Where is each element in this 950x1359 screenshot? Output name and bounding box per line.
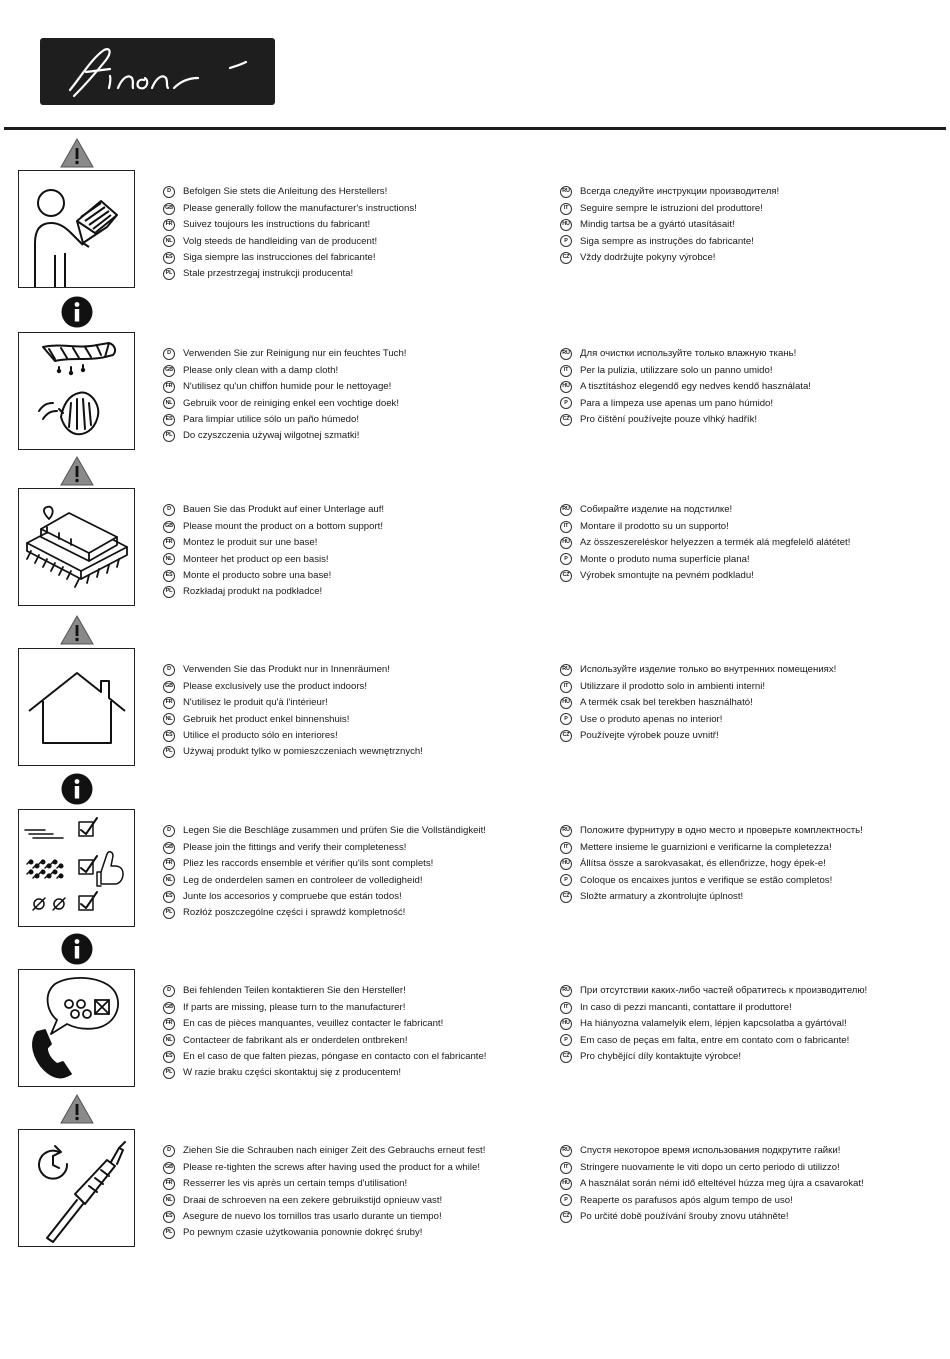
instruction-line xyxy=(163,584,558,600)
language-code-badge: D xyxy=(163,348,175,360)
instruction-line xyxy=(163,250,558,266)
instruction-text: Please mount the product on a bottom support! xyxy=(183,520,383,532)
instruction-text: Verwenden Sie das Produkt nur in Innenräumen! xyxy=(183,664,390,676)
instruction-text: Utilice el producto sólo en interiores! xyxy=(183,729,338,741)
instruction-text: Vždy dodržujte pokyny výrobce! xyxy=(580,251,716,263)
instruction-line xyxy=(163,217,558,233)
text-column-left xyxy=(163,823,558,921)
instruction-text: A használat során némi idő elteltével húzza meg újra a csavarokat! xyxy=(580,1178,864,1190)
instruction-text: N'utilisez le produit qu'à l'intérieur! xyxy=(183,697,328,709)
instruction-text: Siga sempre as instruções do fabricante! xyxy=(580,235,754,247)
instruction-line xyxy=(163,1032,558,1048)
text-column-right xyxy=(560,502,948,584)
instruction-text: Mettere insieme le guarnizioni e verificarne la completezza! xyxy=(580,841,832,853)
language-code-badge: FR xyxy=(163,219,175,231)
language-code-badge: P xyxy=(560,874,572,886)
instruction-text: En cas de pièces manquantes, veuillez contacter le fabricant! xyxy=(183,1018,444,1030)
language-code-badge: FR xyxy=(163,697,175,709)
language-code-badge: HU xyxy=(560,219,572,231)
language-code-badge: CZ xyxy=(560,252,572,264)
language-code-badge: HU xyxy=(560,1018,572,1030)
instruction-line xyxy=(163,662,558,678)
warning-icon xyxy=(59,1093,95,1125)
instruction-text: Собирайте изделие на подстилке! xyxy=(580,504,733,516)
language-code-badge: P xyxy=(560,553,572,565)
language-code-badge: HU xyxy=(560,381,572,393)
instruction-line xyxy=(560,362,948,378)
language-code-badge: D xyxy=(163,504,175,516)
language-code-badge: ES xyxy=(163,1051,175,1063)
instruction-text: Para limpiar utilice sólo un paño húmedo! xyxy=(183,413,359,425)
instruction-section xyxy=(18,809,948,927)
instruction-text: Resserrer les vis après un certain temps d'utilisation! xyxy=(183,1178,408,1190)
language-code-badge: IT xyxy=(560,521,572,533)
language-code-badge: IT xyxy=(560,203,572,215)
house-icon xyxy=(18,648,135,766)
instruction-line xyxy=(163,200,558,216)
instruction-section xyxy=(18,488,948,606)
language-code-badge: PL xyxy=(163,430,175,442)
instruction-line xyxy=(163,428,558,444)
instruction-text: Po pewnym czasie użytkowania ponownie dokręć śruby! xyxy=(183,1227,423,1239)
instruction-line xyxy=(163,839,558,855)
instruction-text: Verwenden Sie zur Reinigung nur ein feuchtes Tuch! xyxy=(183,348,407,360)
instruction-text: Siga siempre las instrucciones del fabricante! xyxy=(183,251,376,263)
text-column-left xyxy=(163,983,558,1081)
language-code-badge: PL xyxy=(163,1067,175,1079)
instruction-text: Montez le produit sur une base! xyxy=(183,537,318,549)
instruction-line xyxy=(560,1016,948,1032)
instruction-text: Rozłóż poszczególne części i sprawdź kompletność! xyxy=(183,907,406,919)
instruction-text: Do czyszczenia używaj wilgotnej szmatki! xyxy=(183,430,360,442)
instruction-line xyxy=(163,695,558,711)
instruction-line xyxy=(560,889,948,905)
language-code-badge: PL xyxy=(163,907,175,919)
warning-icon xyxy=(59,614,95,646)
language-code-badge: RU xyxy=(560,348,572,360)
instruction-line xyxy=(163,999,558,1015)
instruction-text: Výrobek smontujte na pevném podkladu! xyxy=(580,569,754,581)
instruction-line xyxy=(163,1192,558,1208)
text-column-right xyxy=(560,983,948,1065)
instruction-line xyxy=(560,1176,948,1192)
instruction-line xyxy=(560,518,948,534)
language-code-badge: HU xyxy=(560,1178,572,1190)
instruction-line xyxy=(163,1016,558,1032)
instruction-line xyxy=(163,568,558,584)
instruction-text: Please join the fittings and verify their completeness! xyxy=(183,841,407,853)
instruction-line xyxy=(560,233,948,249)
instruction-text: Monte o produto numa superfície plana! xyxy=(580,553,750,565)
instruction-text: Seguire sempre le istruzioni del produttore! xyxy=(580,202,763,214)
language-code-badge: P xyxy=(560,1034,572,1046)
warning-icon xyxy=(59,137,95,169)
language-code-badge: IT xyxy=(560,681,572,693)
instruction-line xyxy=(163,711,558,727)
instruction-text: Para a limpeza use apenas um pano húmido! xyxy=(580,397,774,409)
instruction-line xyxy=(163,1065,558,1081)
instruction-line xyxy=(560,823,948,839)
language-code-badge: D xyxy=(163,186,175,198)
language-code-badge: CZ xyxy=(560,414,572,426)
language-code-badge: ES xyxy=(163,570,175,582)
language-code-badge: RU xyxy=(560,825,572,837)
instruction-text: Używaj produkt tylko w pomieszczeniach wewnętrznych! xyxy=(183,746,423,758)
instruction-text: Всегда следуйте инструкции производителя! xyxy=(580,186,780,198)
language-code-badge: HU xyxy=(560,537,572,549)
instruction-line xyxy=(560,728,948,744)
text-column-right xyxy=(560,1143,948,1225)
instruction-text: Draai de schroeven na een zekere gebruikstijd opnieuw vast! xyxy=(183,1194,443,1206)
instruction-text: Use o produto apenas no interior! xyxy=(580,713,723,725)
instruction-line xyxy=(163,412,558,428)
instruction-text: Leg de onderdelen samen en controleer de volledigheid! xyxy=(183,874,423,886)
language-code-badge: D xyxy=(163,1145,175,1157)
instruction-text: Az összeszereléskor helyezzen a termék alá megfelelő alátétet! xyxy=(580,537,851,549)
instruction-text: Montare il prodotto su un supporto! xyxy=(580,520,729,532)
instruction-line xyxy=(560,250,948,266)
instruction-line xyxy=(163,362,558,378)
instruction-line xyxy=(163,872,558,888)
language-code-badge: CZ xyxy=(560,891,572,903)
instruction-text: Pro čištění používejte pouze vlhký hadřík! xyxy=(580,413,758,425)
text-column-left xyxy=(163,346,558,444)
instruction-section xyxy=(18,170,948,288)
language-code-badge: FR xyxy=(163,537,175,549)
instruction-text: Používejte výrobek pouze uvnitř! xyxy=(580,729,719,741)
instruction-line xyxy=(163,1049,558,1065)
instruction-line xyxy=(163,889,558,905)
instruction-line xyxy=(163,395,558,411)
text-column-right xyxy=(560,184,948,266)
language-code-badge: P xyxy=(560,235,572,247)
instruction-text: Stale przestrzegaj instrukcji producenta! xyxy=(183,268,354,280)
instruction-line xyxy=(560,1143,948,1159)
instruction-section xyxy=(18,1129,948,1247)
instruction-line xyxy=(163,983,558,999)
language-code-badge: FR xyxy=(163,1018,175,1030)
language-code-badge: PL xyxy=(163,1227,175,1239)
instruction-section xyxy=(18,969,948,1087)
instruction-line xyxy=(560,551,948,567)
language-code-badge: PL xyxy=(163,586,175,598)
instruction-text: Állítsa össze a sarokvasakat, és ellenőrizze, hogy épek-e! xyxy=(580,858,826,870)
instruction-text: Po určité době používání šrouby znovu utáhněte! xyxy=(580,1210,789,1222)
instruction-text: W razie braku części skontaktuj się z producentem! xyxy=(183,1067,402,1079)
instruction-text: Pliez les raccords ensemble et vérifier qu'ils sont complets! xyxy=(183,858,434,870)
instruction-text: Положите фурнитуру в одно место и проверьте комплектность! xyxy=(580,825,863,837)
language-code-badge: RU xyxy=(560,664,572,676)
instruction-text: In caso di pezzi mancanti, contattare il produttore! xyxy=(580,1001,792,1013)
instruction-text: Используйте изделие только во внутренних помещениях! xyxy=(580,664,837,676)
language-code-badge: NL xyxy=(163,397,175,409)
language-code-badge: HU xyxy=(560,858,572,870)
language-code-badge: GB xyxy=(163,521,175,533)
person-reading-manual-icon xyxy=(18,170,135,288)
damp-cloth-icon xyxy=(18,332,135,450)
retighten-screws-icon xyxy=(18,1129,135,1247)
instruction-text: Asegure de nuevo los tornillos tras usarlo durante un tiempo! xyxy=(183,1210,442,1222)
instruction-text: Спустя некоторое время использования подкрутите гайки! xyxy=(580,1145,841,1157)
instruction-text: En el caso de que falten piezas, póngase en contacto con el fabricante! xyxy=(183,1050,487,1062)
text-column-left xyxy=(163,502,558,600)
instruction-section xyxy=(18,648,948,766)
language-code-badge: P xyxy=(560,713,572,725)
instruction-line xyxy=(163,346,558,362)
language-code-badge: IT xyxy=(560,842,572,854)
instruction-text: Coloque os encaixes juntos e verifique se estão completos! xyxy=(580,874,833,886)
language-code-badge: RU xyxy=(560,186,572,198)
language-code-badge: CZ xyxy=(560,730,572,742)
language-code-badge: RU xyxy=(560,985,572,997)
instruction-text: Bei fehlenden Teilen kontaktieren Sie den Hersteller! xyxy=(183,985,406,997)
instruction-line xyxy=(560,535,948,551)
instruction-text: Volg steeds de handleiding van de producent! xyxy=(183,235,378,247)
instruction-section xyxy=(18,332,948,450)
instruction-line xyxy=(560,1159,948,1175)
instruction-line xyxy=(163,728,558,744)
instruction-text: Pro chybějící díly kontaktujte výrobce! xyxy=(580,1050,742,1062)
instruction-line xyxy=(560,999,948,1015)
language-code-badge: ES xyxy=(163,730,175,742)
instruction-text: Gebruik het product enkel binnenshuis! xyxy=(183,713,350,725)
instruction-text: Rozkładaj produkt na podkładce! xyxy=(183,586,323,598)
text-column-left xyxy=(163,662,558,760)
fittings-checklist-icon xyxy=(18,809,135,927)
instruction-line xyxy=(560,872,948,888)
instruction-text: Monteer het product op een basis! xyxy=(183,553,329,565)
instruction-line xyxy=(560,346,948,362)
phone-missing-parts-icon xyxy=(18,969,135,1087)
instruction-line xyxy=(560,678,948,694)
instruction-text: Reaperte os parafusos após algum tempo de uso! xyxy=(580,1194,793,1206)
instruction-text: Для очистки используйте только влажную ткань! xyxy=(580,348,797,360)
language-code-badge: GB xyxy=(163,203,175,215)
instruction-text: Suivez toujours les instructions du fabricant! xyxy=(183,219,371,231)
instruction-line xyxy=(163,184,558,200)
instruction-line xyxy=(163,266,558,282)
language-code-badge: IT xyxy=(560,1162,572,1174)
language-code-badge: ES xyxy=(163,414,175,426)
language-code-badge: GB xyxy=(163,1002,175,1014)
instruction-line xyxy=(560,1192,948,1208)
instruction-line xyxy=(560,839,948,855)
language-code-badge: NL xyxy=(163,874,175,886)
language-code-badge: GB xyxy=(163,1162,175,1174)
language-code-badge: CZ xyxy=(560,1211,572,1223)
language-code-badge: RU xyxy=(560,504,572,516)
language-code-badge: FR xyxy=(163,381,175,393)
instruction-text: Legen Sie die Beschläge zusammen und prüfen Sie die Vollständigkeit! xyxy=(183,825,486,837)
instruction-line xyxy=(163,1209,558,1225)
text-column-right xyxy=(560,346,948,428)
instruction-text: Bauen Sie das Produkt auf einer Unterlage auf! xyxy=(183,504,385,516)
instruction-line xyxy=(560,856,948,872)
instruction-text: If parts are missing, please turn to the manufacturer! xyxy=(183,1001,406,1013)
instruction-line xyxy=(560,412,948,428)
instruction-line xyxy=(560,395,948,411)
language-code-badge: ES xyxy=(163,891,175,903)
instruction-line xyxy=(560,184,948,200)
language-code-badge: ES xyxy=(163,1211,175,1223)
language-code-badge: NL xyxy=(163,235,175,247)
language-code-badge: ES xyxy=(163,252,175,264)
text-column-left xyxy=(163,184,558,282)
language-code-badge: NL xyxy=(163,1194,175,1206)
instruction-line xyxy=(560,1209,948,1225)
instruction-text: Stringere nuovamente le viti dopo un certo periodo di utilizzo! xyxy=(580,1161,840,1173)
instruction-text: Please only clean with a damp cloth! xyxy=(183,364,339,376)
instruction-line xyxy=(560,502,948,518)
brand-logo xyxy=(40,38,275,105)
info-icon xyxy=(59,773,95,805)
instruction-text: Per la pulizia, utilizzare solo un panno umido! xyxy=(580,364,773,376)
instruction-text: Mindig tartsa be a gyártó utasításait! xyxy=(580,219,735,231)
instruction-text: Ziehen Sie die Schrauben nach einiger Zeit des Gebrauchs erneut fest! xyxy=(183,1145,486,1157)
instruction-line xyxy=(163,502,558,518)
instruction-text: Junte los accesorios y compruebe que están todos! xyxy=(183,890,402,902)
language-code-badge: CZ xyxy=(560,1051,572,1063)
language-code-badge: FR xyxy=(163,858,175,870)
instruction-line xyxy=(560,711,948,727)
language-code-badge: GB xyxy=(163,842,175,854)
instruction-text: При отсутствии каких-либо частей обратитесь к производителю! xyxy=(580,985,868,997)
instruction-line xyxy=(163,233,558,249)
instruction-text: Befolgen Sie stets die Anleitung des Herstellers! xyxy=(183,186,388,198)
instruction-line xyxy=(163,1143,558,1159)
instruction-text: Please generally follow the manufacturer's instructions! xyxy=(183,202,417,214)
language-code-badge: IT xyxy=(560,365,572,377)
instruction-text: Monte el producto sobre una base! xyxy=(183,569,332,581)
instruction-line xyxy=(163,905,558,921)
language-code-badge: NL xyxy=(163,553,175,565)
language-code-badge: CZ xyxy=(560,570,572,582)
language-code-badge: P xyxy=(560,1194,572,1206)
instruction-text: A tisztításhoz elegendő egy nedves kendő használata! xyxy=(580,381,811,393)
language-code-badge: P xyxy=(560,397,572,409)
language-code-badge: GB xyxy=(163,365,175,377)
instruction-line xyxy=(560,662,948,678)
language-code-badge: PL xyxy=(163,746,175,758)
instruction-line xyxy=(163,1225,558,1241)
instruction-line xyxy=(560,695,948,711)
instruction-text: Gebruik voor de reiniging enkel een vochtige doek! xyxy=(183,397,399,409)
language-code-badge: GB xyxy=(163,681,175,693)
instruction-text: A termék csak bel terekben használható! xyxy=(580,697,753,709)
instruction-line xyxy=(560,217,948,233)
instruction-line xyxy=(163,379,558,395)
instruction-text: Please exclusively use the product indoors! xyxy=(183,680,367,692)
language-code-badge: NL xyxy=(163,1034,175,1046)
instruction-line xyxy=(560,379,948,395)
language-code-badge: D xyxy=(163,985,175,997)
instruction-text: N'utilisez qu'un chiffon humide pour le nettoyage! xyxy=(183,381,392,393)
product-on-support-icon xyxy=(18,488,135,606)
language-code-badge: RU xyxy=(560,1145,572,1157)
language-code-badge: NL xyxy=(163,713,175,725)
instruction-text: Utilizzare il prodotto solo in ambienti interni! xyxy=(580,680,766,692)
instruction-text: Složte armatury a zkontrolujte úplnost! xyxy=(580,890,744,902)
instruction-line xyxy=(163,518,558,534)
info-icon xyxy=(59,296,95,328)
instruction-line xyxy=(560,983,948,999)
instruction-line xyxy=(163,1176,558,1192)
language-code-badge: D xyxy=(163,825,175,837)
brand-logo-script xyxy=(40,38,275,105)
instruction-text: Em caso de peças em falta, entre em contato com o fabricante! xyxy=(580,1034,850,1046)
instruction-line xyxy=(163,744,558,760)
instruction-line xyxy=(163,535,558,551)
instruction-text: Contacteer de fabrikant als er onderdelen ontbreken! xyxy=(183,1034,408,1046)
instruction-line xyxy=(163,551,558,567)
warning-icon xyxy=(59,455,95,487)
text-column-right xyxy=(560,662,948,744)
instruction-line xyxy=(163,856,558,872)
instruction-line xyxy=(560,568,948,584)
language-code-badge: HU xyxy=(560,697,572,709)
info-icon xyxy=(59,933,95,965)
language-code-badge: PL xyxy=(163,268,175,280)
instruction-text: Please re-tighten the screws after having used the product for a while! xyxy=(183,1161,481,1173)
instruction-line xyxy=(560,1049,948,1065)
text-column-right xyxy=(560,823,948,905)
instruction-line xyxy=(163,678,558,694)
instruction-line xyxy=(560,1032,948,1048)
instruction-line xyxy=(163,823,558,839)
language-code-badge: FR xyxy=(163,1178,175,1190)
language-code-badge: IT xyxy=(560,1002,572,1014)
header-divider xyxy=(4,127,946,130)
language-code-badge: D xyxy=(163,664,175,676)
instruction-line xyxy=(163,1159,558,1175)
instruction-text: Ha hiányozna valamelyik elem, lépjen kapcsolatba a gyártóval! xyxy=(580,1018,847,1030)
text-column-left xyxy=(163,1143,558,1241)
instruction-line xyxy=(560,200,948,216)
